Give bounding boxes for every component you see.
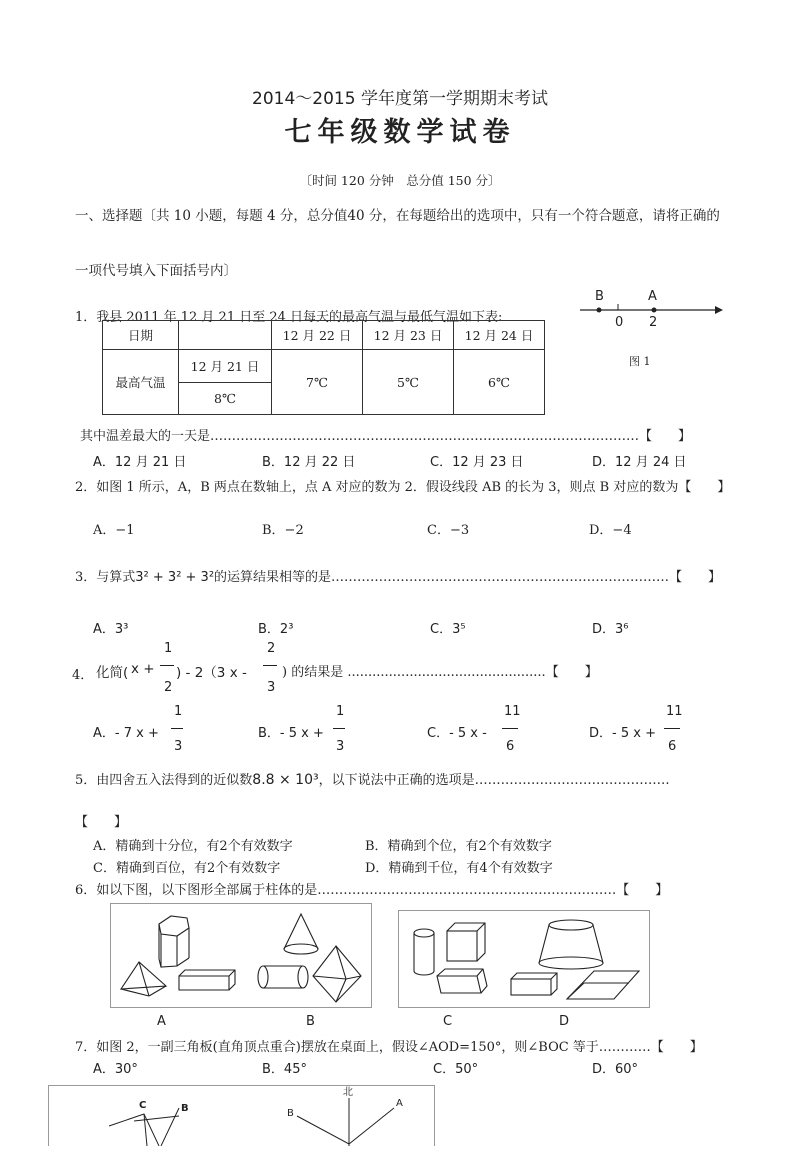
- table-cell: 8℃: [179, 382, 272, 415]
- point-a-label: A: [648, 289, 657, 304]
- q4-opt-b-bar: [333, 728, 345, 729]
- q5-option-d: D．精确到千位，有4个有效数字: [365, 861, 553, 876]
- fig2-label-c: C: [139, 1100, 147, 1111]
- solids-svg-cd: [399, 911, 649, 1007]
- fig2-north-label: 北: [343, 1087, 353, 1098]
- q1-option-d: D．12 月 24 日: [592, 455, 687, 470]
- fig2-label-a: A: [396, 1098, 403, 1109]
- q6-label-d: D: [559, 1014, 570, 1029]
- table-cell: 5℃: [363, 350, 454, 415]
- q5-stem: [75, 769, 670, 788]
- q4-opt-d-num: 11: [666, 704, 683, 719]
- q4-opt-a-den: 3: [174, 739, 183, 754]
- q4-option-d: D．- 5 x +: [589, 726, 656, 741]
- q7-option-c: C．50°: [433, 1062, 479, 1077]
- q5-option-b: B．精确到个位，有2个有效数字: [365, 839, 552, 854]
- q4-frac2-numerator: 2: [267, 641, 276, 656]
- q4-text-a: 化简(: [96, 665, 129, 681]
- q5-option-a: A．精确到十分位，有2个有效数字: [93, 839, 293, 854]
- table-cell: 最高气温: [103, 350, 179, 415]
- origin-label: 0: [615, 315, 624, 330]
- q3-option-b: B．2³: [258, 622, 294, 637]
- q5-value: 8.8 × 10³: [252, 772, 319, 788]
- figure-1-number-line: [575, 285, 725, 375]
- q4-frac1-numerator: 1: [164, 641, 173, 656]
- exam-title-line1: 2014～2015 学年度第一学期期末考试: [252, 89, 548, 109]
- q7-stem: 7．如图 2，一副三角板(直角顶点重合)摆放在桌面上，假设∠AOD=150°，则∠BOC 等于…………【 】: [75, 1040, 703, 1055]
- q3-expression: 3² + 3² + 3²: [135, 570, 215, 585]
- table-cell: 12 月 23 日: [363, 321, 454, 350]
- q4-option-c: C．- 5 x -: [427, 726, 487, 741]
- fig2-label-b2: B: [287, 1108, 294, 1119]
- fig2-label-b: B: [181, 1103, 189, 1114]
- q4-opt-c-num: 11: [504, 704, 521, 719]
- q4-opt-a-num: 1: [174, 704, 183, 719]
- q4-opt-b-num: 1: [336, 704, 345, 719]
- q4-number: 4．: [72, 668, 94, 683]
- q4-opt-b-den: 3: [336, 739, 345, 754]
- q4-option-b: B．- 5 x +: [258, 726, 324, 741]
- q2-option-c: C．−3: [427, 523, 470, 538]
- q6-label-b: B: [306, 1014, 315, 1029]
- q5-answer-bracket: 【 】: [75, 815, 128, 830]
- table-cell: 7℃: [272, 350, 363, 415]
- q7-option-a: A．30°: [93, 1062, 138, 1077]
- point-b-label: B: [595, 289, 604, 304]
- q4-frac2-bar: [263, 665, 277, 666]
- triangles-svg: [49, 1086, 434, 1146]
- section-intro-line1: 一、选择题〔共 10 小题，每题 4 分，总分值40 分，在每题给出的选项中，只有一个符合题意，请将正确的: [75, 208, 720, 224]
- q4-text-b: x +: [131, 661, 155, 677]
- table-cell: 12 月 21 日: [179, 350, 272, 383]
- table-cell: 6℃: [454, 350, 545, 415]
- q3-stem: [75, 566, 721, 585]
- table-cell: 日期: [103, 321, 179, 350]
- temperature-table: [102, 320, 545, 415]
- two-label: 2: [649, 315, 658, 330]
- q3-stem-prefix: 3．与算式: [75, 570, 136, 585]
- figure-1-caption: 图 1: [629, 355, 651, 368]
- q4-opt-d-bar: [664, 728, 680, 729]
- q4-frac2-denominator: 3: [267, 680, 276, 695]
- q3-option-d: D．3⁶: [592, 622, 629, 637]
- q4-text-c: ) - 2（3 x -: [176, 665, 247, 681]
- q1-option-b: B．12 月 22 日: [262, 455, 356, 470]
- q3-option-a: A．3³: [93, 622, 129, 637]
- q4-text-d: ) 的结果是 ................................................【 】: [282, 665, 598, 680]
- q6-figure-ab: [110, 903, 372, 1008]
- exam-meta: 〔时间 120 分钟 总分值 150 分〕: [299, 173, 501, 188]
- table-cell: 12 月 24 日: [454, 321, 545, 350]
- q1-option-a: A．12 月 21 日: [93, 455, 187, 470]
- q6-stem: 6．如以下图，以下图形全部属于柱体的是……………………………………………………………【 】: [75, 883, 669, 898]
- q2-option-d: D．−4: [589, 523, 632, 538]
- exam-title-line2: 七年级数学试卷: [284, 117, 516, 148]
- q6-figure-cd: [398, 910, 650, 1008]
- q1-question: 其中温差最大的一天是………………………………………………………………………………………【 】: [80, 429, 692, 444]
- q2-option-b: B．−2: [262, 523, 304, 538]
- q7-option-d: D．60°: [592, 1062, 639, 1077]
- q3-stem-suffix: 的运算结果相等的是……………………………………………………………………【 】: [214, 570, 722, 585]
- q1-stem: 1．我县 2011 年 12 月 21 日至 24 日每天的最高气温与最低气温如下表:: [75, 310, 503, 325]
- q6-label-a: A: [157, 1014, 166, 1029]
- table-cell: [179, 321, 272, 350]
- q4-opt-a-bar: [171, 728, 183, 729]
- q4-opt-d-den: 6: [668, 739, 677, 754]
- q7-option-b: B．45°: [262, 1062, 307, 1077]
- q4-opt-c-den: 6: [506, 739, 515, 754]
- q5-stem-prefix: 5．由四舍五入法得到的近似数: [75, 773, 253, 788]
- q4-frac1-denominator: 2: [164, 680, 173, 695]
- q6-label-c: C: [443, 1014, 453, 1029]
- table-cell: 12 月 22 日: [272, 321, 363, 350]
- q2-stem: 2．如图 1 所示，A，B 两点在数轴上，点 A 对应的数为 2．假设线段 AB 的长为 3，则点 B 对应的数为【 】: [75, 480, 731, 495]
- q3-option-c: C．3⁵: [430, 622, 466, 637]
- q4-opt-c-bar: [502, 728, 518, 729]
- q1-option-c: C．12 月 23 日: [430, 455, 524, 470]
- q5-option-c: C．精确到百位，有2个有效数字: [93, 861, 281, 876]
- solids-svg-ab: [111, 904, 371, 1007]
- section-intro-line2: 一项代号填入下面括号内〕: [75, 263, 237, 279]
- q4-option-a: A．- 7 x +: [93, 726, 159, 741]
- q7-figure-2: [48, 1085, 435, 1146]
- q2-option-a: A．−1: [93, 523, 135, 538]
- q5-stem-suffix: ，以下说法中正确的选项是………………………………………: [318, 773, 670, 788]
- q4-frac1-bar: [160, 665, 174, 666]
